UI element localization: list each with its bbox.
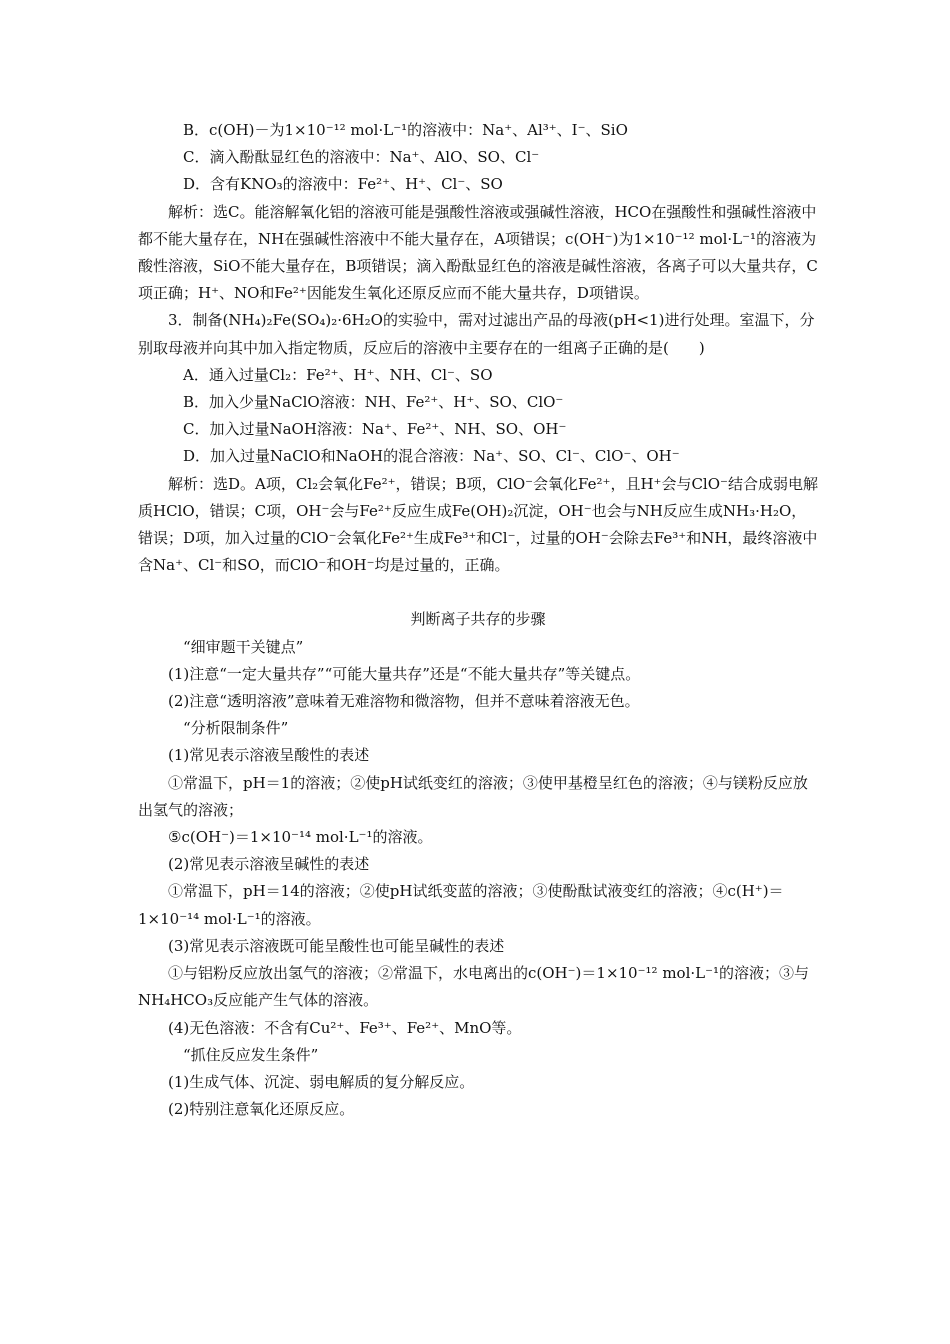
acid-title: (1)常见表示溶液呈酸性的表述: [168, 746, 370, 765]
section-gap: [138, 579, 818, 606]
step1-item-1: (1)注意“一定大量共存”“可能大量共存”还是“不能大量共存”等关键点。: [168, 664, 641, 683]
q3-option-a: A．通入过量Cl₂：Fe²⁺、H⁺、NH、Cl⁻、SO: [183, 365, 493, 384]
step3-title: “抓住反应发生条件”: [183, 1045, 319, 1064]
q3-option-b: B．加入少量NaClO溶液：NH、Fe²⁺、H⁺、SO、ClO⁻: [183, 393, 564, 412]
q3-analysis: 解析：选D。A项，Cl₂会氧化Fe²⁺，错误；B项，ClO⁻会氧化Fe²⁺，且H⁺会与ClO⁻结合成弱电解质HClO，错误；C项，OH⁻会与Fe²⁺反应生成Fe(OH)₂沉淀，OH⁻也会与NH反应生成NH₃·H₂O，错误；D项，加入过量的ClO⁻会氧化Fe²⁺生成Fe³⁺和Cl⁻，过量的OH⁻会除去Fe³⁺和NH，最终溶液中含Na⁺、Cl⁻和SO，而ClO⁻和OH⁻均是过量的，正确。: [138, 474, 818, 575]
q2-option-c: C．滴入酚酞显红色的溶液中：Na⁺、AlO、SO、Cl⁻: [183, 148, 540, 167]
step2-title: “分析限制条件”: [183, 719, 289, 738]
step1-item-2: (2)注意“透明溶液”意味着无难溶物和微溶物，但并不意味着溶液无色。: [168, 692, 640, 711]
acid-line-1: ①常温下，pH＝1的溶液；②使pH试纸变红的溶液；③使甲基橙呈红色的溶液；④与镁粉反应放出氢气的溶液；: [138, 773, 808, 819]
q3-stem: 3．制备(NH₄)₂Fe(SO₄)₂·6H₂O的实验中，需对过滤出产品的母液(pH<1)进行处理。室温下，分别取母液并向其中加入指定物质，反应后的溶液中主要存在的一组离子正确的是( ): [138, 311, 815, 357]
either-title: (3)常见表示溶液既可能呈酸性也可能呈碱性的表述: [168, 936, 505, 955]
summary-title: 判断离子共存的步骤: [410, 610, 546, 629]
q2-option-b: B．c(OH)－为1×10⁻¹² mol·L⁻¹的溶液中：Na⁺、Al³⁺、I⁻、SiO: [183, 121, 628, 139]
q2-analysis: 解析：选C。能溶解氧化铝的溶液可能是强酸性溶液或强碱性溶液，HCO在强酸性和强碱性溶液中都不能大量存在，NH在强碱性溶液中不能大量存在，A项错误；c(OH⁻)为1×10⁻¹² mol·L⁻¹的溶液为酸性溶液，SiO不能大量存在，B项错误；滴入酚酞显红色的溶液是碱性溶液，各离子可以大量共存，C项正确；H⁺、NO和Fe²⁺因能发生氧化还原反应而不能大量共存，D项错误。: [138, 202, 818, 303]
step3-item-2: (2)特别注意氧化还原反应。: [168, 1100, 355, 1119]
base-line: ①常温下，pH＝14的溶液；②使pH试纸变蓝的溶液；③使酚酞试液变红的溶液；④c(H⁺)＝1×10⁻¹⁴ mol·L⁻¹的溶液。: [138, 882, 784, 928]
q2-option-d: D．含有KNO₃的溶液中：Fe²⁺、H⁺、Cl⁻、SO: [183, 175, 503, 194]
base-title: (2)常见表示溶液呈碱性的表述: [168, 855, 370, 874]
either-line: ①与铝粉反应放出氢气的溶液；②常温下，水电离出的c(OH⁻)＝1×10⁻¹² mol·L⁻¹的溶液；③与NH₄HCO₃反应能产生气体的溶液。: [138, 964, 810, 1010]
q3-option-c: C．加入过量NaOH溶液：Na⁺、Fe²⁺、NH、SO、OH⁻: [183, 420, 567, 439]
step3-item-1: (1)生成气体、沉淀、弱电解质的复分解反应。: [168, 1072, 475, 1091]
document-page: [138, 117, 818, 1123]
q3-option-d: D．加入过量NaClO和NaOH的混合溶液：Na⁺、SO、Cl⁻、ClO⁻、OH⁻: [183, 447, 680, 466]
colorless-line: (4)无色溶液：不含有Cu²⁺、Fe³⁺、Fe²⁺、MnO等。: [168, 1018, 522, 1037]
acid-line-2: ⑤c(OH⁻)＝1×10⁻¹⁴ mol·L⁻¹的溶液。: [168, 828, 433, 847]
step1-title: “细审题干关键点”: [183, 637, 304, 656]
